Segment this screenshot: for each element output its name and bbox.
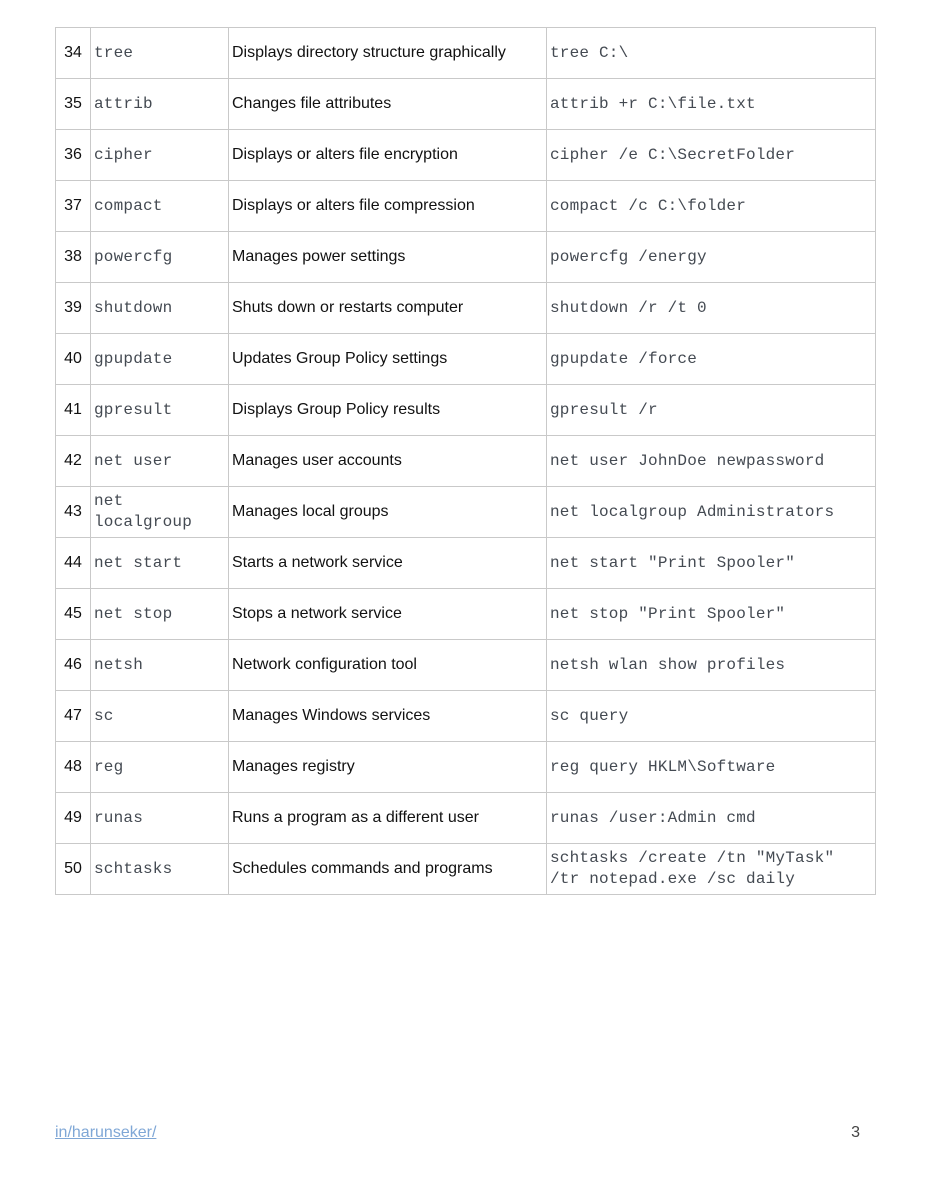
command-description: Updates Group Policy settings: [229, 334, 547, 385]
command-example: cipher /e C:\SecretFolder: [547, 130, 876, 181]
command-name: netsh: [91, 640, 229, 691]
row-number: 39: [56, 283, 91, 334]
table-row: [56, 793, 876, 844]
row-number: 36: [56, 130, 91, 181]
row-number: 37: [56, 181, 91, 232]
command-name: attrib: [91, 79, 229, 130]
commands-table: [55, 27, 876, 895]
table-row: [56, 844, 876, 895]
command-example: gpupdate /force: [547, 334, 876, 385]
table-row: [56, 640, 876, 691]
command-description: Schedules commands and programs: [229, 844, 547, 895]
command-description: Displays directory structure graphically: [229, 28, 547, 79]
command-name: shutdown: [91, 283, 229, 334]
command-description: Changes file attributes: [229, 79, 547, 130]
row-number: 44: [56, 538, 91, 589]
row-number: 47: [56, 691, 91, 742]
table-row: [56, 181, 876, 232]
command-description: Manages power settings: [229, 232, 547, 283]
table-row: [56, 691, 876, 742]
row-number: 34: [56, 28, 91, 79]
command-name: reg: [91, 742, 229, 793]
command-description: Displays Group Policy results: [229, 385, 547, 436]
table-row: [56, 334, 876, 385]
command-description: Starts a network service: [229, 538, 547, 589]
table-row: [56, 742, 876, 793]
command-name: gpupdate: [91, 334, 229, 385]
table-row: [56, 538, 876, 589]
command-example: shutdown /r /t 0: [547, 283, 876, 334]
table-row: [56, 436, 876, 487]
table-row: [56, 130, 876, 181]
table-row: [56, 28, 876, 79]
command-example: attrib +r C:\file.txt: [547, 79, 876, 130]
command-example: net user JohnDoe newpassword: [547, 436, 876, 487]
profile-link[interactable]: in/harunseker/: [55, 1124, 157, 1141]
command-example: powercfg /energy: [547, 232, 876, 283]
command-description: Manages local groups: [229, 487, 547, 538]
command-example: runas /user:Admin cmd: [547, 793, 876, 844]
table-row: [56, 385, 876, 436]
command-name: powercfg: [91, 232, 229, 283]
row-number: 42: [56, 436, 91, 487]
command-name: cipher: [91, 130, 229, 181]
command-description: Manages user accounts: [229, 436, 547, 487]
command-example: sc query: [547, 691, 876, 742]
row-number: 49: [56, 793, 91, 844]
row-number: 43: [56, 487, 91, 538]
page-number: 3: [851, 1124, 860, 1141]
table-row: [56, 487, 876, 538]
command-description: Displays or alters file encryption: [229, 130, 547, 181]
command-name: compact: [91, 181, 229, 232]
command-example: net stop "Print Spooler": [547, 589, 876, 640]
row-number: 48: [56, 742, 91, 793]
command-name: net start: [91, 538, 229, 589]
command-name: runas: [91, 793, 229, 844]
command-example: schtasks /create /tn "MyTask" /tr notepad.exe /sc daily: [547, 844, 876, 895]
command-name: net stop: [91, 589, 229, 640]
command-description: Displays or alters file compression: [229, 181, 547, 232]
command-name: net localgroup: [91, 487, 229, 538]
row-number: 35: [56, 79, 91, 130]
command-example: gpresult /r: [547, 385, 876, 436]
row-number: 45: [56, 589, 91, 640]
table-row: [56, 79, 876, 130]
command-example: net localgroup Administrators: [547, 487, 876, 538]
command-description: Manages registry: [229, 742, 547, 793]
command-name: schtasks: [91, 844, 229, 895]
command-example: tree C:\: [547, 28, 876, 79]
table-row: [56, 232, 876, 283]
command-description: Network configuration tool: [229, 640, 547, 691]
command-description: Runs a program as a different user: [229, 793, 547, 844]
command-example: net start "Print Spooler": [547, 538, 876, 589]
command-example: reg query HKLM\Software: [547, 742, 876, 793]
row-number: 41: [56, 385, 91, 436]
command-example: compact /c C:\folder: [547, 181, 876, 232]
row-number: 50: [56, 844, 91, 895]
table-row: [56, 589, 876, 640]
command-example: netsh wlan show profiles: [547, 640, 876, 691]
row-number: 38: [56, 232, 91, 283]
command-description: Manages Windows services: [229, 691, 547, 742]
command-name: sc: [91, 691, 229, 742]
command-description: Shuts down or restarts computer: [229, 283, 547, 334]
command-name: net user: [91, 436, 229, 487]
row-number: 46: [56, 640, 91, 691]
table-row: [56, 283, 876, 334]
command-description: Stops a network service: [229, 589, 547, 640]
row-number: 40: [56, 334, 91, 385]
command-name: tree: [91, 28, 229, 79]
command-name: gpresult: [91, 385, 229, 436]
